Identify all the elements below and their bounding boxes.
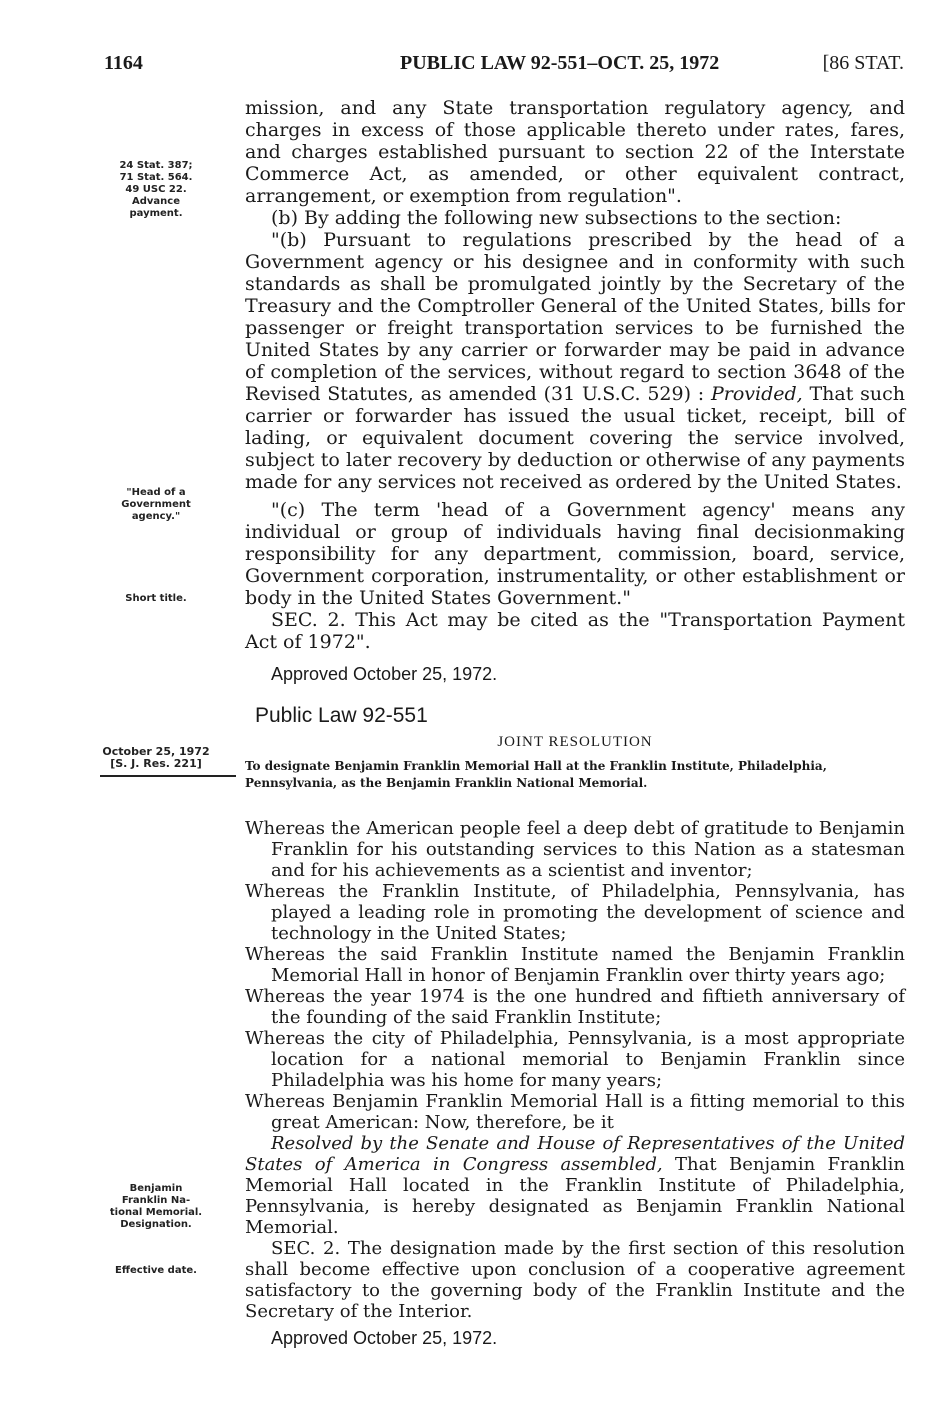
paragraph-subsection-b: "(b) Pursuant to regulations prescribed by the head of a Government agency or his designee and in conformity with such standards as shall be promulgated jointly by the Secretary of the Treasury and the Comptroller General of the United States, bills for passenger or freight transportation services to be furnished the United States by any carrier or forwarder may be paid in advance of completion of the services, without regard to section 3648 of the Revised Statutes, as amended (31 U.S.C. 529) : Provided, That such carrier or forwarder has issued the usual ticket, receipt, bill of lading, or equivalent document covering the service involved, subject to later recovery by deduction or otherwise of any payments made for any services not received as ordered by the United States. bbox=[245, 229, 905, 493]
resolution-body bbox=[245, 818, 905, 1349]
margin-note-short-title: Short title. bbox=[125, 593, 187, 604]
approved-date-2: Approved October 25, 1972. bbox=[271, 1328, 498, 1348]
page-header bbox=[104, 52, 904, 78]
joint-resolution-label: JOINT RESOLUTION bbox=[497, 734, 653, 750]
paragraph-subsection-c: "(c) The term 'head of a Government agency' means any individual or group of individuals having final decisionmaking responsibility for any department, commission, board, service, Government corporation, instrumentality, or other establishment or body in the United States Government." bbox=[245, 499, 905, 609]
approved-date-1: Approved October 25, 1972. bbox=[271, 664, 498, 684]
margin-note-head-of-agency: "Head of a Government agency." bbox=[121, 487, 191, 522]
whereas-clause: Whereas the said Franklin Institute named the Benjamin Franklin Memorial Hall in honor of Benjamin Franklin over thirty years ago; bbox=[245, 944, 905, 986]
margin-note-designation: Benjamin Franklin Na- tional Memorial. Designation. bbox=[109, 1183, 203, 1230]
whereas-clause: Whereas the American people feel a deep debt of gratitude to Benjamin Franklin for his outstanding services to this Nation as a statesman and for his achievements as a scientist and inventor; bbox=[245, 818, 905, 881]
whereas-clause: Whereas the Franklin Institute, of Philadelphia, Pennsylvania, has played a leading role in promoting the development of science and technology in the United States; bbox=[245, 881, 905, 944]
whereas-clause: Whereas Benjamin Franklin Memorial Hall is a fitting memorial to this great American: Now, therefore, be it bbox=[245, 1091, 905, 1133]
margin-note-date: October 25, 1972 [S. J. Res. 221] bbox=[102, 745, 210, 770]
paragraph-sec-2: SEC. 2. This Act may be cited as the "Transportation Payment Act of 1972". bbox=[245, 609, 905, 653]
whereas-clause: Whereas the year 1974 is the one hundred and fiftieth anniversary of the founding of the said Franklin Institute; bbox=[245, 986, 905, 1028]
resolution-subtitle: To designate Benjamin Franklin Memorial Hall at the Franklin Institute, Philadelphia, Pennsylvania, as the Benjamin Franklin National Memorial. bbox=[245, 759, 827, 790]
paragraph-b-intro: (b) By adding the following new subsections to the section: bbox=[271, 207, 842, 229]
margin-rule bbox=[100, 775, 236, 777]
provided-italic: Provided, bbox=[710, 383, 803, 405]
whereas-clause: Whereas the city of Philadelphia, Pennsylvania, is a most appropriate location for a national memorial to Benjamin Franklin since Philadelphia was his home for many years; bbox=[245, 1028, 905, 1091]
main-body bbox=[245, 97, 905, 685]
resolved-clause: Resolved by the Senate and House of Representatives of the United States of America in Congress assembled, That Benjamin Franklin Memorial Hall located in the Franklin Institute of Philadelphia, Pennsylvania, is hereby designated as Benjamin Franklin National Memorial. bbox=[245, 1133, 905, 1238]
paragraph-continuation: mission, and any State transportation regulatory agency, and charges in excess of those applicable thereto under rates, fares, and charges established pursuant to section 22 of the Interstate Commerce Act, as amended, or other equivalent contract, arrangement, or exemption from regulation". bbox=[245, 97, 905, 207]
margin-note-citation: 24 Stat. 387; 71 Stat. 564. 49 USC 22. Advance payment. bbox=[119, 160, 193, 219]
volume-reference: [86 STAT. bbox=[822, 52, 904, 74]
running-title: PUBLIC LAW 92-551–OCT. 25, 1972 bbox=[400, 52, 720, 74]
resolution-sec-2: SEC. 2. The designation made by the first section of this resolution shall become effective upon conclusion of a cooperative agreement satisfactory to the governing body of the Franklin Institute and the Secretary of the Interior. bbox=[245, 1238, 905, 1322]
public-law-heading: Public Law 92-551 bbox=[255, 704, 428, 727]
margin-note-effective-date: Effective date. bbox=[115, 1265, 197, 1276]
page-number: 1164 bbox=[104, 52, 143, 74]
